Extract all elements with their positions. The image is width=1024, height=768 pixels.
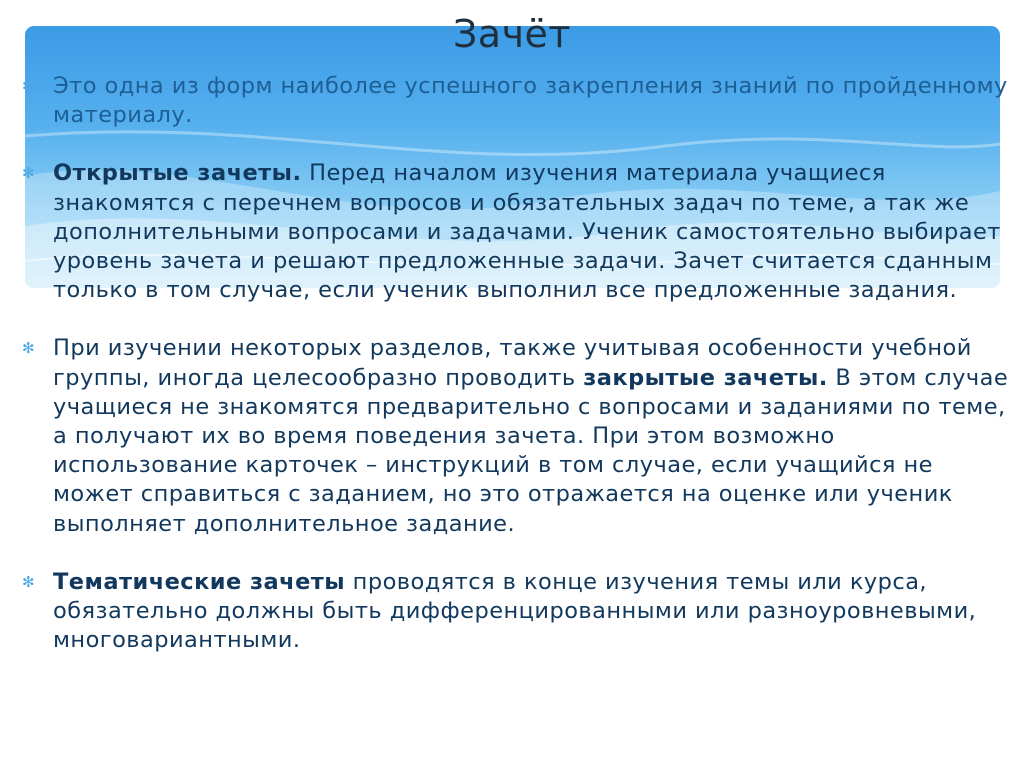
bullet-text: Это одна из форм наиболее успешного закрепления знаний по пройденному материалу.: [53, 73, 1008, 129]
bullet-text: В этом случае учащиеся не знакомятся предварительно с вопросами и заданиями по теме, а получают их во время поведения зачета. При этом возможно использование карточек – инструкций в том случае, если учащийся не может справиться с заданием, но это отражается на оценке или ученик выполняет дополнительное задание.: [53, 364, 1009, 537]
asterisk-icon: ✻: [22, 339, 36, 358]
bullet-text: проводятся в конце изучения темы или курса, обязательно должны быть дифференцированными или разноуровневыми, многовариантными.: [53, 568, 977, 654]
bullet-bold-term: Открытые зачеты.: [53, 160, 302, 187]
asterisk-icon: ✻: [22, 164, 36, 183]
asterisk-icon: ✻: [22, 77, 36, 95]
bullet-item: [22, 568, 1012, 656]
bullet-item: [22, 72, 1012, 130]
slide-title: Зачёт: [452, 12, 572, 56]
bullet-item: [22, 334, 1012, 538]
bullet-item: [22, 159, 1012, 305]
bullet-text: При изучении некоторых разделов, также учитывая особенности учебной группы, иногда целесообразно проводить: [53, 335, 972, 391]
asterisk-icon: ✻: [22, 572, 36, 591]
bullet-bold-term: Тематические зачеты: [53, 568, 346, 595]
bullet-text: Перед началом изучения материала учащиеся знакомятся с перечнем вопросов и обязательных задач по теме, а так же дополнительными вопросами и задачами. Ученик самостоятельно выбирает уровень зачета и решают предложенные задачи. Зачет считается сданным только в том случае, если ученик выполнил все предложенные задания.: [53, 160, 1001, 304]
bullet-list: [22, 72, 1012, 655]
bullet-bold-term: закрытые зачеты.: [583, 364, 828, 391]
